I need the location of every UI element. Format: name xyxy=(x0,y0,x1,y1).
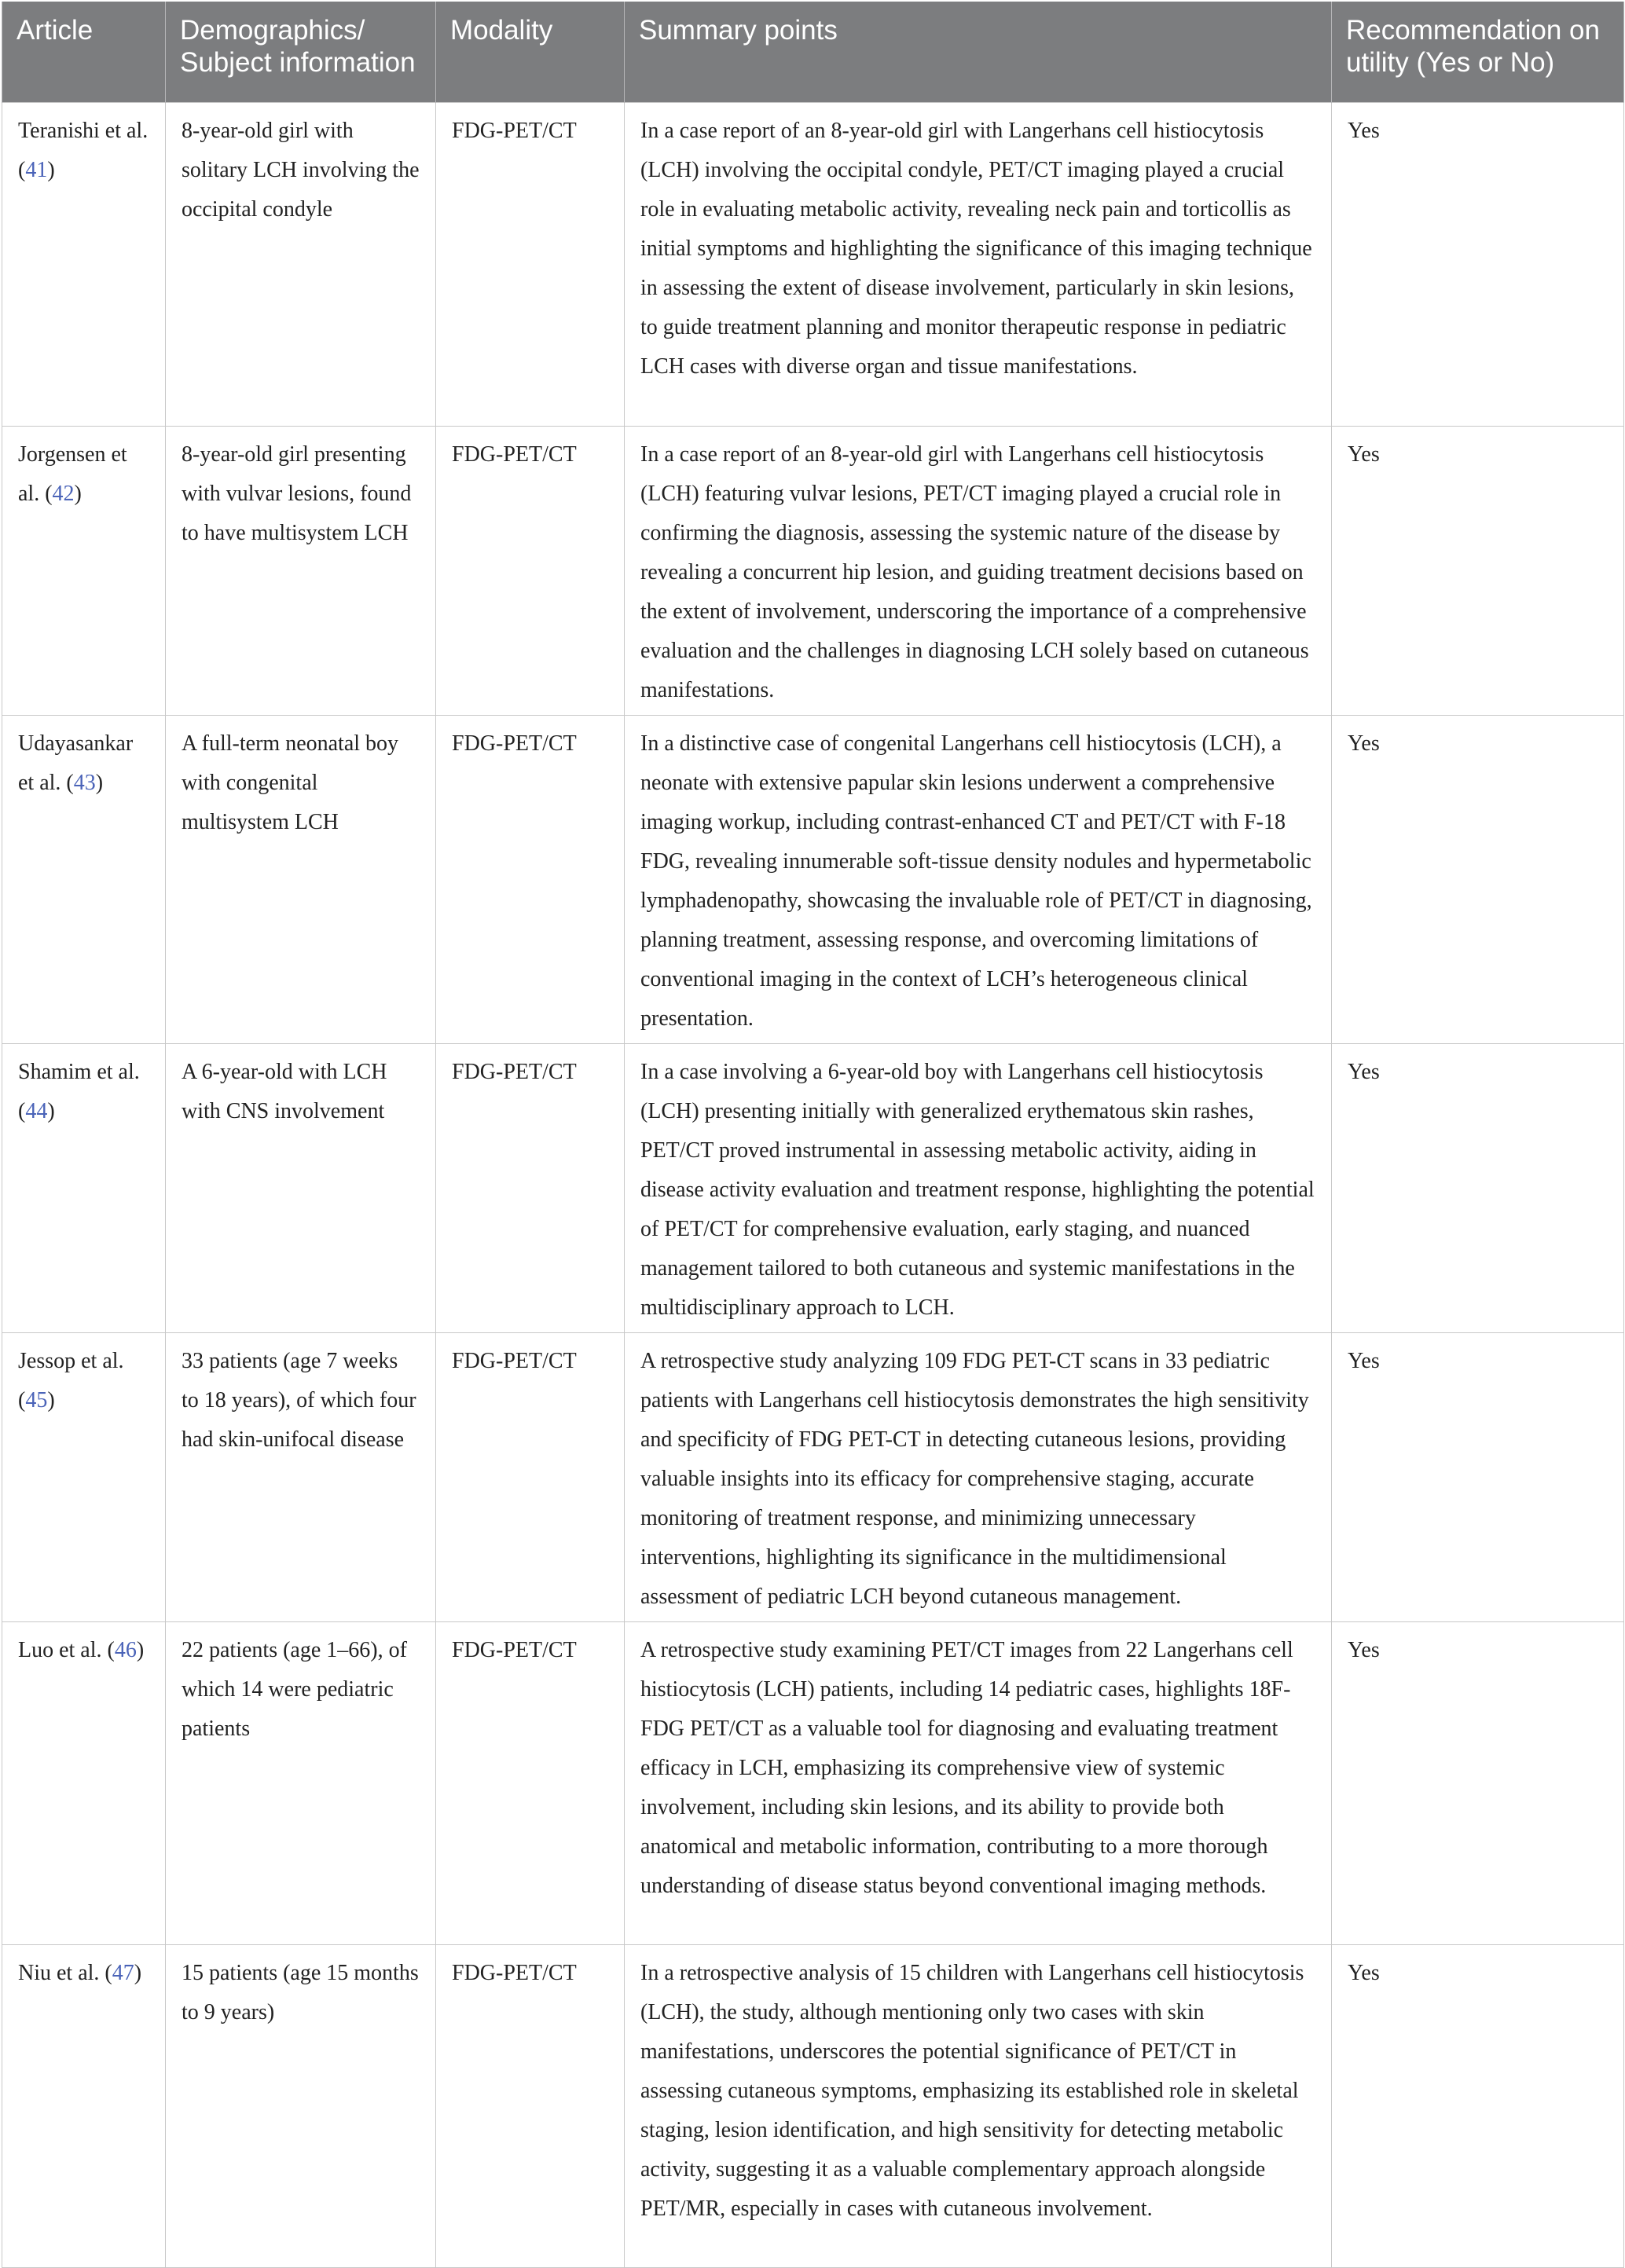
article-close: ) xyxy=(95,770,104,795)
modality-cell: FDG-PET/CT xyxy=(436,102,625,426)
summary-cell: A retrospective study examining PET/CT images from 22 Langerhans cell histiocytosis (LCH) patients, including 14 pediatric cases, highlights 18F-FDG PET/CT as a valuable tool for diagnosing and evaluating treatment efficacy in LCH, emphasizing its comprehensive view of systemic involvement, including skin lesions, and its ability to provide both anatomical and metabolic information, contributing to a more thorough understanding of disease status beyond conventional imaging methods. xyxy=(625,1621,1332,1944)
article-close: ) xyxy=(47,1098,55,1123)
demographics-cell: A full-term neonatal boy with congenital multisystem LCH xyxy=(166,715,436,1043)
reference-link[interactable]: 43 xyxy=(73,770,96,795)
modality-cell: FDG-PET/CT xyxy=(436,715,625,1043)
summary-table xyxy=(2,2,1624,2268)
reference-link[interactable]: 41 xyxy=(25,157,48,182)
header-row xyxy=(2,2,1624,102)
summary-cell: In a case report of an 8-year-old girl with Langerhans cell histiocytosis (LCH) featuring vulvar lesions, PET/CT imaging played a crucial role in confirming the diagnosis, assessing the systemic nature of the disease by revealing a concurrent hip lesion, and guiding treatment decisions based on the extent of involvement, underscoring the importance of a comprehensive evaluation and the challenges in diagnosing LCH solely based on cutaneous manifestations. xyxy=(625,426,1332,715)
reference-link[interactable]: 47 xyxy=(112,1960,134,1985)
recommendation-cell: Yes xyxy=(1332,1332,1624,1621)
demographics-cell: 8-year-old girl presenting with vulvar lesions, found to have multisystem LCH xyxy=(166,426,436,715)
table-body xyxy=(2,102,1624,2267)
article-cell xyxy=(2,1621,166,1944)
table-row xyxy=(2,1944,1624,2267)
article-close: ) xyxy=(47,1387,55,1412)
summary-cell: In a case report of an 8-year-old girl with Langerhans cell histiocytosis (LCH) involving the occipital condyle, PET/CT imaging played a crucial role in evaluating metabolic activity, revealing neck pain and torticollis as initial symptoms and highlighting the significance of this imaging technique in assessing the extent of disease involvement, particularly in skin lesions, to guide treatment planning and monitor therapeutic response in pediatric LCH cases with diverse organ and tissue manifestations. xyxy=(625,102,1332,426)
article-name: Jessop et al. ( xyxy=(18,1348,124,1412)
table-row xyxy=(2,102,1624,426)
demographics-cell: A 6-year-old with LCH with CNS involvement xyxy=(166,1043,436,1332)
modality-cell: FDG-PET/CT xyxy=(436,1043,625,1332)
reference-link[interactable]: 42 xyxy=(52,481,75,506)
article-close: ) xyxy=(74,481,82,506)
recommendation-cell: Yes xyxy=(1332,1043,1624,1332)
article-cell xyxy=(2,426,166,715)
table-row xyxy=(2,426,1624,715)
article-cell xyxy=(2,1332,166,1621)
recommendation-cell: Yes xyxy=(1332,715,1624,1043)
article-close: ) xyxy=(134,1960,142,1985)
header-recommendation: Recommendation on utility (Yes or No) xyxy=(1332,2,1624,102)
article-close: ) xyxy=(47,157,55,182)
header-modality: Modality xyxy=(436,2,625,102)
summary-cell: In a case involving a 6-year-old boy with Langerhans cell histiocytosis (LCH) presenting initially with generalized erythematous skin rashes, PET/CT proved instrumental in assessing metabolic activity, aiding in disease activity evaluation and treatment response, highlighting the potential of PET/CT for comprehensive evaluation, early staging, and nuanced management tailored to both cutaneous and systemic manifestations in the multidisciplinary approach to LCH. xyxy=(625,1043,1332,1332)
modality-cell: FDG-PET/CT xyxy=(436,1621,625,1944)
modality-cell: FDG-PET/CT xyxy=(436,1332,625,1621)
article-name: Shamim et al. ( xyxy=(18,1059,140,1123)
recommendation-cell: Yes xyxy=(1332,426,1624,715)
table-row xyxy=(2,1621,1624,1944)
reference-link[interactable]: 46 xyxy=(114,1637,137,1662)
header-article: Article xyxy=(2,2,166,102)
article-name: Jorgensen et al. ( xyxy=(18,442,127,506)
summary-cell: In a distinctive case of congenital Langerhans cell histiocytosis (LCH), a neonate with extensive papular skin lesions underwent a comprehensive imaging workup, including contrast-enhanced CT and PET/CT with F-18 FDG, revealing innumerable soft-tissue density nodules and hypermetabolic lymphadenopathy, showcasing the invaluable role of PET/CT in diagnosing, planning treatment, assessing response, and overcoming limitations of conventional imaging in the context of LCH’s heterogeneous clinical presentation. xyxy=(625,715,1332,1043)
article-cell xyxy=(2,1043,166,1332)
article-cell xyxy=(2,102,166,426)
table-header xyxy=(2,2,1624,102)
modality-cell: FDG-PET/CT xyxy=(436,1944,625,2267)
article-cell xyxy=(2,1944,166,2267)
summary-cell: A retrospective study analyzing 109 FDG PET-CT scans in 33 pediatric patients with Langerhans cell histiocytosis demonstrates the high sensitivity and specificity of FDG PET-CT in detecting cutaneous lesions, providing valuable insights into its efficacy for comprehensive staging, accurate monitoring of treatment response, and minimizing unnecessary interventions, highlighting its significance in the multidimensional assessment of pediatric LCH beyond cutaneous management. xyxy=(625,1332,1332,1621)
demographics-cell: 15 patients (age 15 months to 9 years) xyxy=(166,1944,436,2267)
reference-link[interactable]: 44 xyxy=(25,1098,48,1123)
reference-link[interactable]: 45 xyxy=(25,1387,48,1412)
recommendation-cell: Yes xyxy=(1332,1944,1624,2267)
article-name: Luo et al. ( xyxy=(18,1637,115,1662)
table-row xyxy=(2,1043,1624,1332)
demographics-cell: 8-year-old girl with solitary LCH involving the occipital condyle xyxy=(166,102,436,426)
demographics-cell: 22 patients (age 1–66), of which 14 were pediatric patients xyxy=(166,1621,436,1944)
demographics-cell: 33 patients (age 7 weeks to 18 years), of which four had skin-unifocal disease xyxy=(166,1332,436,1621)
table-row xyxy=(2,715,1624,1043)
header-summary-points: Summary points xyxy=(625,2,1332,102)
summary-cell: In a retrospective analysis of 15 children with Langerhans cell histiocytosis (LCH), the study, although mentioning only two cases with skin manifestations, underscores the potential significance of PET/CT in assessing cutaneous symptoms, emphasizing its established role in skeletal staging, lesion identification, and high sensitivity for detecting metabolic activity, suggesting it as a valuable complementary approach alongside PET/MR, especially in cases with cutaneous involvement. xyxy=(625,1944,1332,2267)
article-name: Udayasankar et al. ( xyxy=(18,731,134,795)
article-name: Niu et al. ( xyxy=(18,1960,112,1985)
recommendation-cell: Yes xyxy=(1332,102,1624,426)
article-close: ) xyxy=(136,1637,145,1662)
summary-table-container xyxy=(2,2,1623,2268)
recommendation-cell: Yes xyxy=(1332,1621,1624,1944)
table-row xyxy=(2,1332,1624,1621)
article-cell xyxy=(2,715,166,1043)
header-demographics: Demographics/ Subject information xyxy=(166,2,436,102)
article-name: Teranishi et al. ( xyxy=(18,118,149,182)
modality-cell: FDG-PET/CT xyxy=(436,426,625,715)
